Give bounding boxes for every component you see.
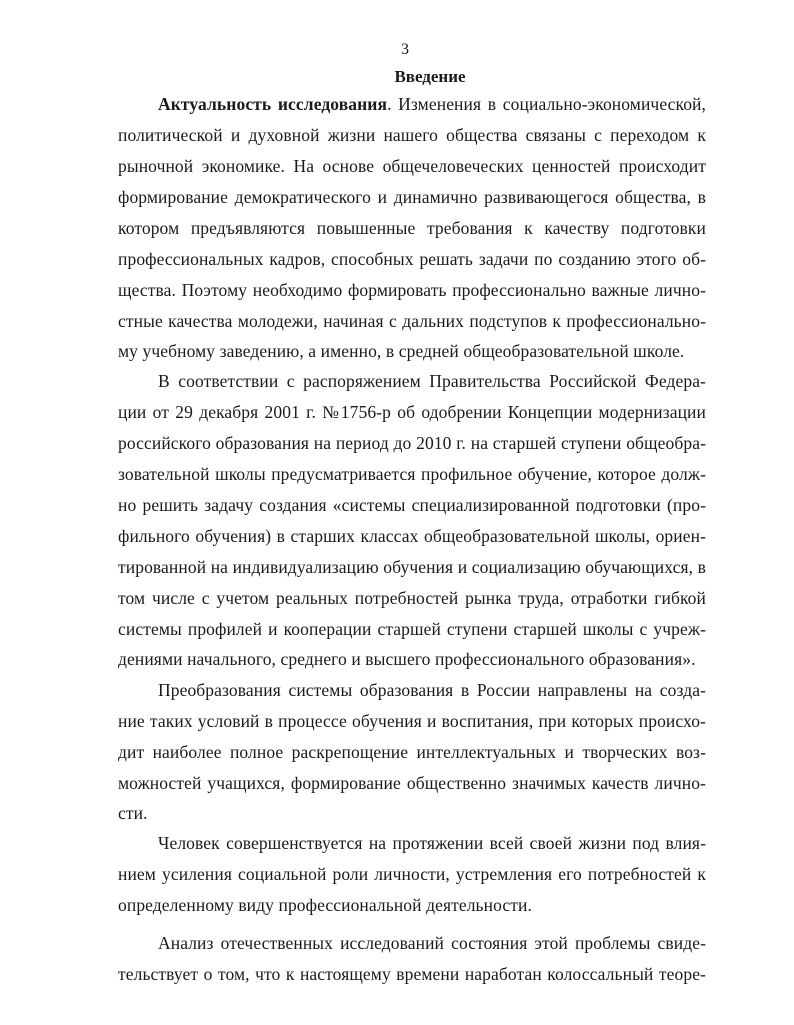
- text-line: сти.: [118, 803, 148, 823]
- text-line: Преобразования системы образования в России направлены на созда-: [158, 680, 706, 700]
- text-line: дит наиболее полное раскрепощение интеллектуальных и творческих воз-: [118, 742, 706, 762]
- text-line: политической и духовной жизни нашего общества связаны с переходом к: [118, 125, 706, 145]
- text-line: щества. Поэтому необходимо формировать профессионально важные лично-: [118, 280, 706, 300]
- text-line: том числе с учетом реальных потребностей рынка труда, отработки гибкой: [118, 588, 706, 608]
- intro-bold-label: Актуальность исследования: [158, 94, 388, 114]
- text-line: но решить задачу создания «системы специализированной подготовки (про-: [118, 495, 706, 515]
- text-line: рыночной экономике. На основе общечеловеческих ценностей происходит: [118, 156, 706, 176]
- text-line: Актуальность исследования. Изменения в социально-экономической,: [158, 94, 706, 114]
- text-line: стные качества молодежи, начиная с дальних подступов к профессионально-: [118, 311, 706, 331]
- text-line: тированной на индивидуализацию обучения и социализацию обучающихся, в: [118, 557, 706, 577]
- text-line: фильного обучения) в старших классах общеобразовательной школы, ориен-: [118, 526, 706, 546]
- text-line: дениями начального, среднего и высшего профессионального образования».: [118, 649, 696, 669]
- text-line: российского образования на период до 2010 г. на старшей ступени общеобра-: [118, 433, 706, 453]
- text-line: му учебному заведению, а именно, в средней общеобразовательной школе.: [118, 341, 685, 361]
- section-heading: Введение: [394, 67, 466, 86]
- text-line: профессиональных кадров, способных решать задачи по созданию этого об-: [118, 249, 706, 269]
- page-number: 3: [401, 41, 409, 58]
- text-line: ние таких условий в процессе обучения и воспитания, при которых происхо-: [118, 711, 706, 731]
- text-line: тельствует о том, что к настоящему времени наработан колоссальный теоре-: [118, 964, 706, 984]
- text-line: котором предъявляются повышенные требования к качеству подготовки: [118, 218, 706, 238]
- text-line: зовательной школы предусматривается профильное обучение, которое долж-: [118, 464, 706, 484]
- text-line: нием усиления социальной роли личности, устремления его потребностей к: [118, 864, 706, 884]
- text-line: ции от 29 декабря 2001 г. №1756-р об одобрении Концепции модернизации: [118, 402, 706, 422]
- text-line: В соответствии с распоряжением Правительства Российской Федера-: [158, 371, 706, 391]
- text-line: системы профилей и кооперации старшей ступени старшей школы с учреж-: [118, 619, 706, 639]
- text-line: Человек совершенствуется на протяжении всей своей жизни под влия-: [158, 833, 706, 853]
- text-line: можностей учащихся, формирование общественно значимых качеств лично-: [118, 773, 706, 793]
- text-line: Анализ отечественных исследований состояния этой проблемы свиде-: [158, 933, 706, 953]
- text-line: определенному виду профессиональной деятельности.: [118, 895, 532, 915]
- text-line: формирование демократического и динамично развивающегося общества, в: [118, 187, 706, 207]
